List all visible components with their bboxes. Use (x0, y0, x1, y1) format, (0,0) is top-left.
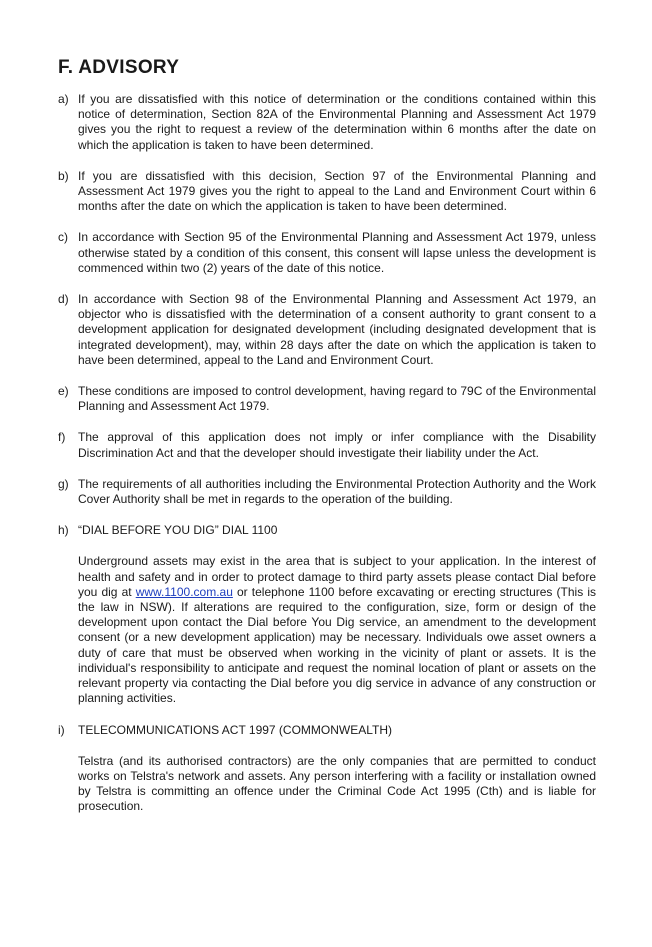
item-text: If you are dissatisfied with this notice of determination or the conditions contained within this notice of determination, Section 82A of the Environmental Planning and Assessment Act 1979 gives you the right to request a review of the determination within 6 months after the date on which the application is taken to have been determined. (78, 92, 596, 152)
item-marker: b) (58, 168, 69, 183)
dial-before-you-dig-link[interactable]: www.1100.com.au (135, 584, 233, 599)
item-marker: e) (58, 384, 69, 399)
advisory-item-g (58, 477, 596, 507)
advisory-item-h (58, 523, 596, 706)
item-text (78, 554, 596, 706)
advisory-list (58, 92, 596, 831)
advisory-item-e (58, 384, 596, 414)
item-text: The requirements of all authorities including the Environmental Protection Authority and the Work Cover Authority shall be met in regards to the operation of the building. (78, 476, 596, 507)
advisory-item-c (58, 230, 596, 276)
item-marker: a) (58, 92, 69, 106)
section-heading: F. ADVISORY (58, 57, 180, 78)
item-marker: g) (58, 476, 69, 491)
item-text: The approval of this application does not imply or infer compliance with the Disability Discrimination Act and that the developer should investigate their liability under the Act. (78, 430, 596, 460)
item-marker: i) (58, 722, 65, 737)
item-marker: h) (58, 523, 69, 538)
item-text: These conditions are imposed to control development, having regard to 79C of the Environmental Planning and Assessment Act 1979. (78, 384, 596, 414)
item-text-part: Underground assets may exist in the area that is subject to your application. In the interest of health and safety and in order to protect damage to third party assets please contact Dial before you dig at (78, 554, 596, 599)
item-marker: c) (58, 230, 68, 245)
advisory-item-f (58, 430, 596, 460)
item-text: If you are dissatisfied with this decision, Section 97 of the Environmental Planning and Assessment Act 1979 gives you the right to appeal to the Land and Environment Court within 6 months after the date on which the application is taken to have been determined. (78, 168, 596, 214)
advisory-item-i (58, 723, 596, 815)
item-marker: f) (58, 430, 66, 445)
item-text: Telstra (and its authorised contractors) are the only companies that are permitted to conduct works on Telstra's network and assets. Any person interfering with a facility or installation owned by Telstra is committing an offence under the Criminal Code Act 1995 (Cth) and is liable for prosecution. (78, 753, 596, 814)
item-title: “DIAL BEFORE YOU DIG” DIAL 1100 (78, 523, 278, 538)
item-marker: d) (58, 292, 69, 307)
item-text-part: or telephone 1100 before excavating or erecting structures (This is the law in NSW). If alterations are required to the configuration, size, form or design of the development upon contact the Dial before You Dig service, an amendment to the development consent (or a new development application) may be necessary. Individuals owe asset owners a duty of care that must be observed when working in the vicinity of plant or assets. It is the individual's responsibility to anticipate and request the nominal location of plant or assets on the relevant property via contacting the Dial before you dig service in advance of any construction or planning activities. (78, 584, 596, 706)
advisory-item-b (58, 169, 596, 215)
item-title: TELECOMMUNICATIONS ACT 1997 (COMMONWEALTH) (78, 722, 393, 737)
advisory-item-d (58, 292, 596, 368)
item-text: In accordance with Section 98 of the Environmental Planning and Assessment Act 1979, an objector who is dissatisfied with the determination of a consent authority to grant consent to a development application for designated development (including designated development that is integrated development), may, within 28 days after the date on which the application is taken to have been determined, appeal to the Land and Environment Court. (78, 292, 596, 367)
advisory-item-a (58, 92, 596, 153)
item-text: In accordance with Section 95 of the Environmental Planning and Assessment Act 1979, unless otherwise stated by a condition of this consent, this consent will lapse unless the development is commenced within two (2) years of the date of this notice. (78, 230, 596, 275)
